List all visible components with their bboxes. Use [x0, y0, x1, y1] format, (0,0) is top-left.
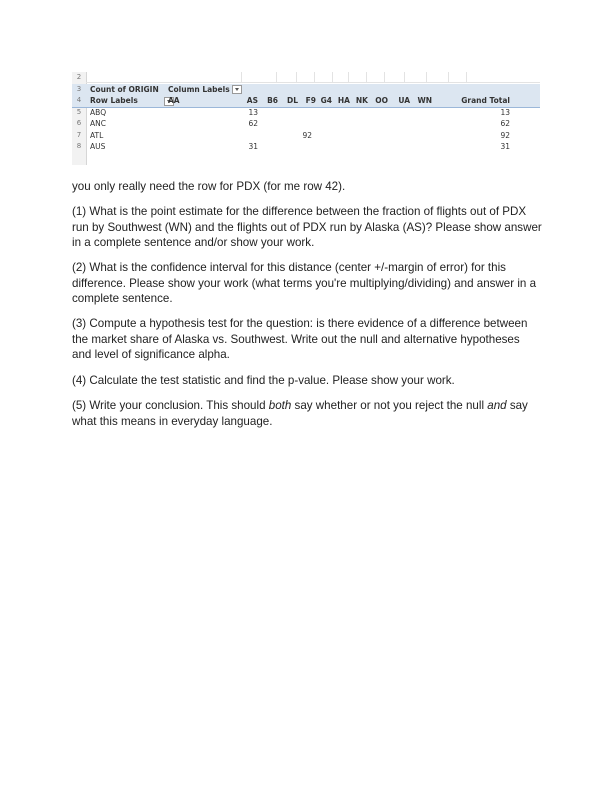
cell-as: 62: [248, 119, 258, 128]
row-number: 6: [76, 119, 82, 127]
question-1-text: (1) What is the point estimate for the difference between the fraction of flights out of PDX run by Southwest (WN) and the flights out of PDX run by Alaska (AS)? Please show answer in a complete sentence and/or show your work.: [72, 205, 542, 249]
cell-as: 31: [248, 142, 258, 151]
row-label: ABQ: [90, 107, 107, 117]
table-row: [72, 141, 540, 153]
row-number: 7: [76, 130, 82, 139]
question-2-text: (2) What is the confidence interval for this distance (center +/-margin of error) for this difference. Please show your work (what terms you're multiplying/dividing) and answer in a complete sentence.: [72, 261, 537, 305]
column-labels-filter[interactable]: [168, 84, 242, 96]
pivot-table-image: [72, 72, 540, 165]
row-labels-filter[interactable]: [90, 95, 174, 107]
row-number: 3: [76, 84, 82, 93]
table-row: [72, 118, 540, 130]
q5-part3: say what this means in everyday language.: [72, 399, 528, 428]
column-header-f9: F9: [305, 96, 316, 105]
column-header-nk: NK: [355, 96, 368, 105]
cell-grand-total: 92: [500, 130, 510, 140]
cell-grand-total: 62: [500, 119, 510, 128]
pivot-title: Count of ORIGIN: [90, 84, 159, 94]
column-header-oo: OO: [375, 96, 388, 105]
row-labels-text: Row Labels: [90, 96, 138, 105]
row-number: 5: [76, 107, 82, 116]
column-header-wn: WN: [417, 96, 432, 105]
q5-emphasis-both: both: [268, 399, 292, 412]
column-header-g4: G4: [320, 96, 332, 105]
sheet-row: [72, 72, 540, 84]
row-label: ANC: [90, 119, 106, 128]
row-label: AUS: [90, 142, 106, 151]
q5-part1: (5) Write your conclusion. This should: [72, 399, 269, 412]
question-3: [72, 316, 542, 363]
q5-emphasis-and: and: [487, 399, 507, 412]
column-header-b6: B6: [267, 96, 278, 105]
q5-part2: say whether or not you reject the null: [291, 399, 488, 412]
question-5: [72, 398, 542, 429]
column-header-aa: AA: [168, 96, 180, 105]
column-header-ua: UA: [398, 96, 410, 105]
cell-grand-total: 31: [500, 142, 510, 151]
question-3-text: (3) Compute a hypothesis test for the question: is there evidence of a difference between the market share of Alaska vs. Southwest. Write out the null and alternative hypotheses and level of significance alpha.: [72, 317, 528, 361]
row-number: 4: [76, 96, 82, 104]
column-header-grand-total: Grand Total: [461, 96, 510, 105]
question-5-text: [72, 398, 542, 429]
row-number: 2: [76, 73, 82, 81]
table-row: [72, 130, 540, 142]
row-number: 8: [76, 142, 82, 150]
question-2: [72, 260, 542, 307]
column-header-dl: DL: [286, 96, 298, 105]
dropdown-arrow-icon[interactable]: [232, 85, 242, 94]
intro-sentence: you only really need the row for PDX (for me row 42).: [72, 180, 346, 193]
table-row: [72, 107, 540, 119]
column-header-as: AS: [246, 96, 258, 105]
row-label: ATL: [90, 130, 104, 140]
question-1: [72, 204, 542, 251]
question-4: [72, 373, 542, 389]
header-fill: [252, 84, 540, 96]
sheet-row: [72, 84, 540, 96]
intro-text: [72, 179, 542, 195]
cell-dl: 92: [302, 130, 312, 140]
column-labels-text: Column Labels: [168, 84, 230, 94]
cell-as: 13: [248, 107, 258, 117]
question-4-text: (4) Calculate the test statistic and find the p-value. Please show your work.: [72, 374, 455, 387]
cell-grand-total: 13: [500, 107, 510, 117]
column-header-ha: HA: [337, 96, 350, 105]
